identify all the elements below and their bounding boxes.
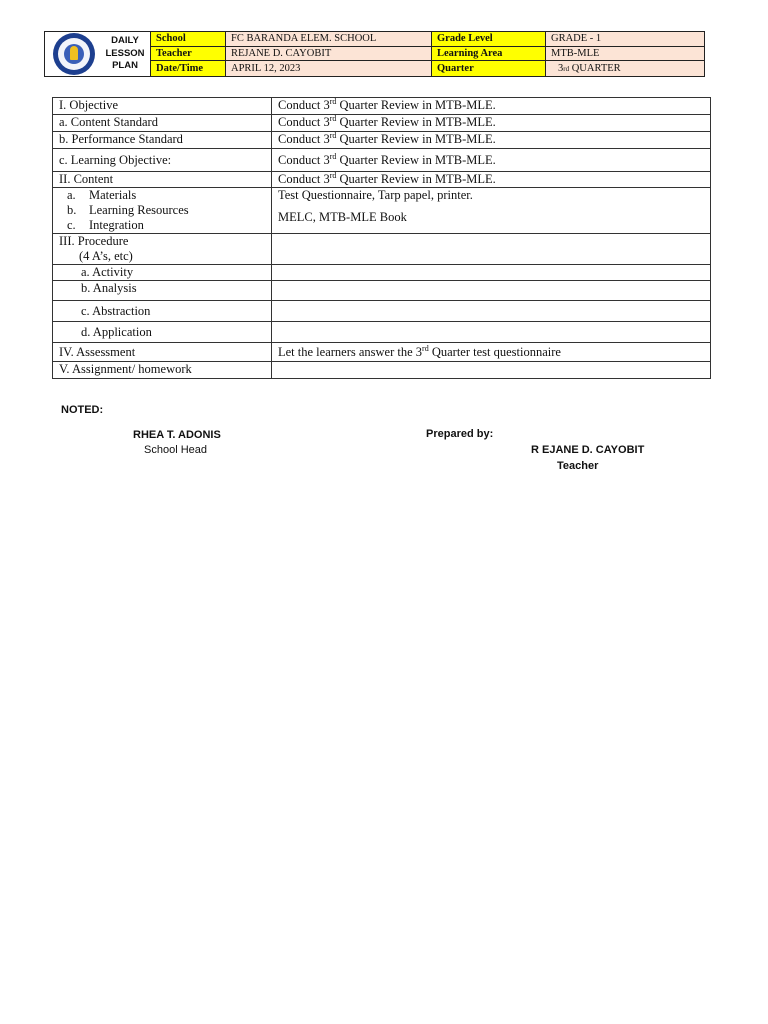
grade-level-value: GRADE - 1 — [546, 32, 704, 47]
daily-lesson-plan-title: DAILY LESSON PLAN — [105, 35, 145, 72]
school-head-role: School Head — [144, 444, 207, 456]
school-label: School — [151, 32, 226, 47]
application-value — [272, 322, 711, 343]
materials-value: Test Questionnaire, Tarp papel, printer. MELC, MTB-MLE Book — [272, 188, 711, 234]
content-standard-value: Conduct 3rd Quarter Review in MTB-MLE. — [272, 115, 711, 132]
table-row — [53, 322, 711, 343]
header-info-grid — [151, 32, 704, 76]
quarter-value: 3 rd QUARTER — [546, 61, 704, 76]
abstraction-label: c. Abstraction — [53, 301, 272, 322]
table-row — [53, 98, 711, 115]
table-row — [53, 149, 711, 172]
activity-label: a. Activity — [53, 265, 272, 281]
table-row — [53, 188, 711, 234]
teacher-role: Teacher — [557, 460, 599, 472]
assessment-value: Let the learners answer the 3rd Quarter test questionnaire — [272, 343, 711, 362]
school-head-name: RHEA T. ADONIS — [133, 429, 221, 441]
performance-standard-label: b. Performance Standard — [53, 132, 272, 149]
learning-area-value: MTB-MLE — [546, 47, 704, 62]
activity-value — [272, 265, 711, 281]
table-row — [53, 343, 711, 362]
teacher-label: Teacher — [151, 47, 226, 62]
assignment-label: V. Assignment/ homework — [53, 362, 272, 379]
teacher-name: R EJANE D. CAYOBIT — [531, 444, 645, 456]
table-row — [53, 301, 711, 322]
list-item: b. Learning Resources — [67, 203, 189, 217]
learning-area-label: Learning Area — [432, 47, 546, 62]
table-row — [53, 362, 711, 379]
logo-cell — [45, 32, 151, 76]
objective-label: I. Objective — [53, 98, 272, 115]
list-item: a. Materials — [67, 188, 137, 202]
date-time-label: Date/Time — [151, 61, 226, 76]
content-label: II. Content — [53, 172, 272, 188]
prepared-by-label: Prepared by: — [426, 428, 494, 440]
date-time-value: APRIL 12, 2023 — [226, 61, 432, 76]
assessment-label: IV. Assessment — [53, 343, 272, 362]
abstraction-value — [272, 301, 711, 322]
table-row — [53, 281, 711, 301]
objective-value: Conduct 3rd Quarter Review in MTB-MLE. — [272, 98, 711, 115]
quarter-label: Quarter — [432, 61, 546, 76]
teacher-value: REJANE D. CAYOBIT — [226, 47, 432, 62]
materials-list — [53, 188, 272, 234]
table-row — [53, 265, 711, 281]
lesson-plan-header — [44, 31, 705, 77]
table-row — [53, 115, 711, 132]
learning-objective-label: c. Learning Objective: — [53, 149, 272, 172]
deped-seal-icon — [53, 33, 95, 75]
lesson-plan-table — [52, 97, 711, 379]
application-label: d. Application — [53, 322, 272, 343]
table-row — [53, 172, 711, 188]
table-row — [53, 132, 711, 149]
list-item: c. Integration — [67, 218, 144, 232]
assignment-value — [272, 362, 711, 379]
procedure-label: III. Procedure (4 A’s, etc) — [53, 234, 272, 265]
analysis-label: b. Analysis — [53, 281, 272, 301]
noted-label: NOTED: — [61, 404, 104, 416]
content-standard-label: a. Content Standard — [53, 115, 272, 132]
performance-standard-value: Conduct 3rd Quarter Review in MTB-MLE. — [272, 132, 711, 149]
learning-objective-value: Conduct 3rd Quarter Review in MTB-MLE. — [272, 149, 711, 172]
content-value: Conduct 3rd Quarter Review in MTB-MLE. — [272, 172, 711, 188]
school-value: FC BARANDA ELEM. SCHOOL — [226, 32, 432, 47]
grade-level-label: Grade Level — [432, 32, 546, 47]
table-row — [53, 234, 711, 265]
procedure-value — [272, 234, 711, 265]
analysis-value — [272, 281, 711, 301]
